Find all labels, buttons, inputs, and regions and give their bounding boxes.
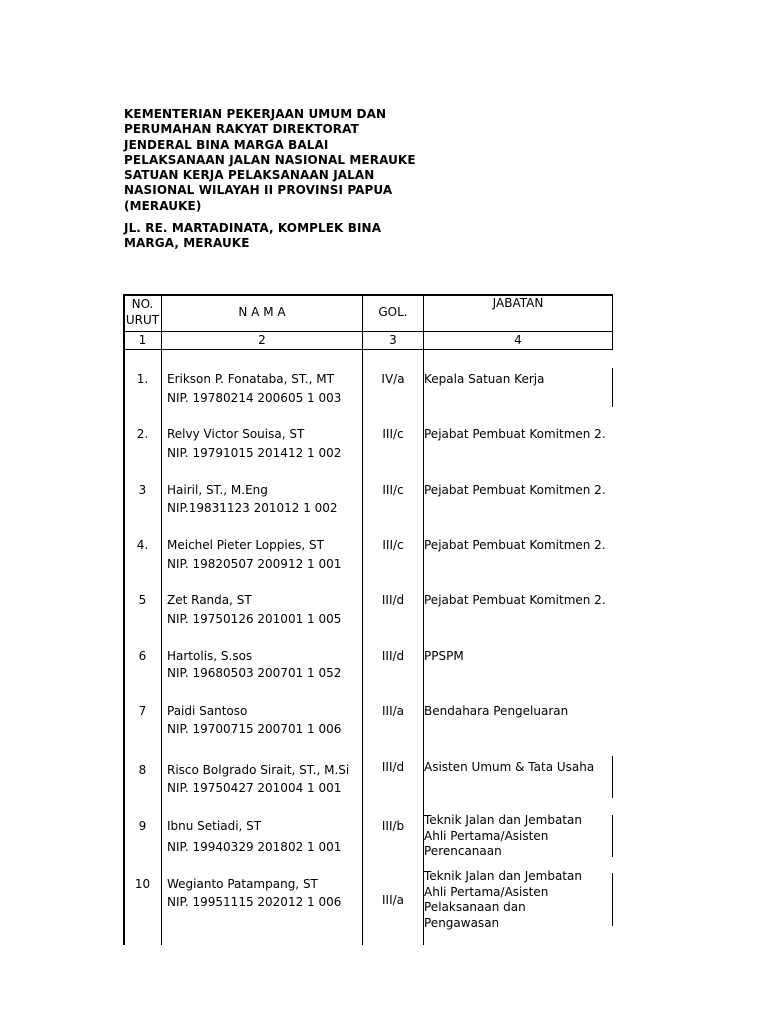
row-9-jabatan: Teknik Jalan dan Jembatan Ahli Pertama/Asisten Perencanaan <box>424 813 582 858</box>
row-8-no: 8 <box>138 763 147 777</box>
col-divider-nama <box>161 294 162 945</box>
row-4-nip: NIP. 19820507 200912 1 001 <box>167 557 342 571</box>
row-2-no: 2. <box>136 427 149 441</box>
col-number-3: 3 <box>389 333 397 347</box>
row-8-right-border <box>612 756 613 798</box>
row-8-nip: NIP. 19750427 201004 1 001 <box>167 781 342 795</box>
row-7-gol: III/a <box>381 704 404 718</box>
header-nama: N A M A <box>238 305 286 319</box>
row-4-gol: III/c <box>382 538 404 552</box>
row-1-nip: NIP. 19780214 200605 1 003 <box>167 391 342 405</box>
row-9-gol: III/b <box>381 819 405 833</box>
row-10-right-border <box>612 873 613 926</box>
row-7-nip: NIP. 19700715 200701 1 006 <box>167 722 342 736</box>
header-no-urut: NO. URUT <box>125 297 160 327</box>
row-9-name: Ibnu Setiadi, ST <box>167 819 262 833</box>
row-10-nip: NIP. 19951115 202012 1 006 <box>167 895 342 909</box>
col-number-divider <box>123 349 613 350</box>
row-8-gol: III/d <box>381 760 405 774</box>
col-divider-gol <box>362 294 363 945</box>
col-number-2: 2 <box>258 333 266 347</box>
row-7-jabatan: Bendahara Pengeluaran <box>424 704 569 718</box>
row-1-no: 1. <box>136 372 149 386</box>
row-10-gol: III/a <box>381 893 404 907</box>
row-7-name: Paidi Santoso <box>167 704 248 718</box>
row-9-nip: NIP. 19940329 201802 1 001 <box>167 840 342 854</box>
header-gol: GOL. <box>378 305 408 319</box>
row-5-nip: NIP. 19750126 201001 1 005 <box>167 612 342 626</box>
row-6-gol: III/d <box>381 649 405 663</box>
row-1-name: Erikson P. Fonataba, ST., MT <box>167 372 334 386</box>
row-2-name: Relvy Victor Souisa, ST <box>167 427 305 441</box>
row-1-jabatan: Kepala Satuan Kerja <box>424 372 545 386</box>
row-3-name: Hairil, ST., M.Eng <box>167 483 268 497</box>
row-2-gol: III/c <box>382 427 404 441</box>
row-1-gol: IV/a <box>381 372 405 386</box>
header-right-border <box>612 294 613 350</box>
row-5-no: 5 <box>138 593 147 607</box>
row-5-jabatan: Pejabat Pembuat Komitmen 2. <box>424 593 606 607</box>
table-left-border <box>123 294 125 945</box>
row-6-name: Hartolis, S.sos <box>167 649 253 663</box>
institution-address: JL. RE. MARTADINATA, KOMPLEK BINA MARGA, MERAUKE <box>124 221 382 251</box>
header-divider <box>123 331 613 332</box>
row-3-nip: NIP.19831123 201012 1 002 <box>167 501 338 515</box>
row-6-nip: NIP. 19680503 200701 1 052 <box>167 666 342 680</box>
row-6-jabatan: PPSPM <box>424 649 464 663</box>
row-10-name: Wegianto Patampang, ST <box>167 877 318 891</box>
row-10-jabatan: Teknik Jalan dan Jembatan Ahli Pertama/Asisten Pelaksanaan dan Pengawasan <box>424 869 582 930</box>
row-6-no: 6 <box>138 649 147 663</box>
row-3-no: 3 <box>138 483 147 497</box>
row-7-no: 7 <box>138 704 147 718</box>
row-5-gol: III/d <box>381 593 405 607</box>
row-4-jabatan: Pejabat Pembuat Komitmen 2. <box>424 538 606 552</box>
row-9-no: 9 <box>138 819 147 833</box>
row-2-jabatan: Pejabat Pembuat Komitmen 2. <box>424 427 606 441</box>
row-8-jabatan: Asisten Umum & Tata Usaha <box>424 760 595 774</box>
row-9-right-border <box>612 815 613 857</box>
row-3-jabatan: Pejabat Pembuat Komitmen 2. <box>424 483 606 497</box>
row-4-no: 4. <box>136 538 149 552</box>
row-5-name: Zet Randa, ST <box>167 593 252 607</box>
header-jabatan: JABATAN <box>492 296 544 310</box>
col-number-1: 1 <box>138 333 147 347</box>
row-8-name: Risco Bolgrado Sirait, ST., M.Si <box>167 763 350 777</box>
row-4-name: Meichel Pieter Loppies, ST <box>167 538 324 552</box>
institution-title: KEMENTERIAN PEKERJAAN UMUM DAN PERUMAHAN RAKYAT DIREKTORAT JENDERAL BINA MARGA BALAI PELAKSANAAN JALAN NASIONAL MERAUKE SATUAN KERJA PELAKSANAAN JALAN NASIONAL WILAYAH II PROVINSI PAPUA (MERAUKE) <box>124 107 416 213</box>
row-3-gol: III/c <box>382 483 404 497</box>
row-10-no: 10 <box>134 877 151 891</box>
row-1-right-border <box>612 368 613 407</box>
row-2-nip: NIP. 19791015 201412 1 002 <box>167 446 342 460</box>
col-number-4: 4 <box>514 333 522 347</box>
